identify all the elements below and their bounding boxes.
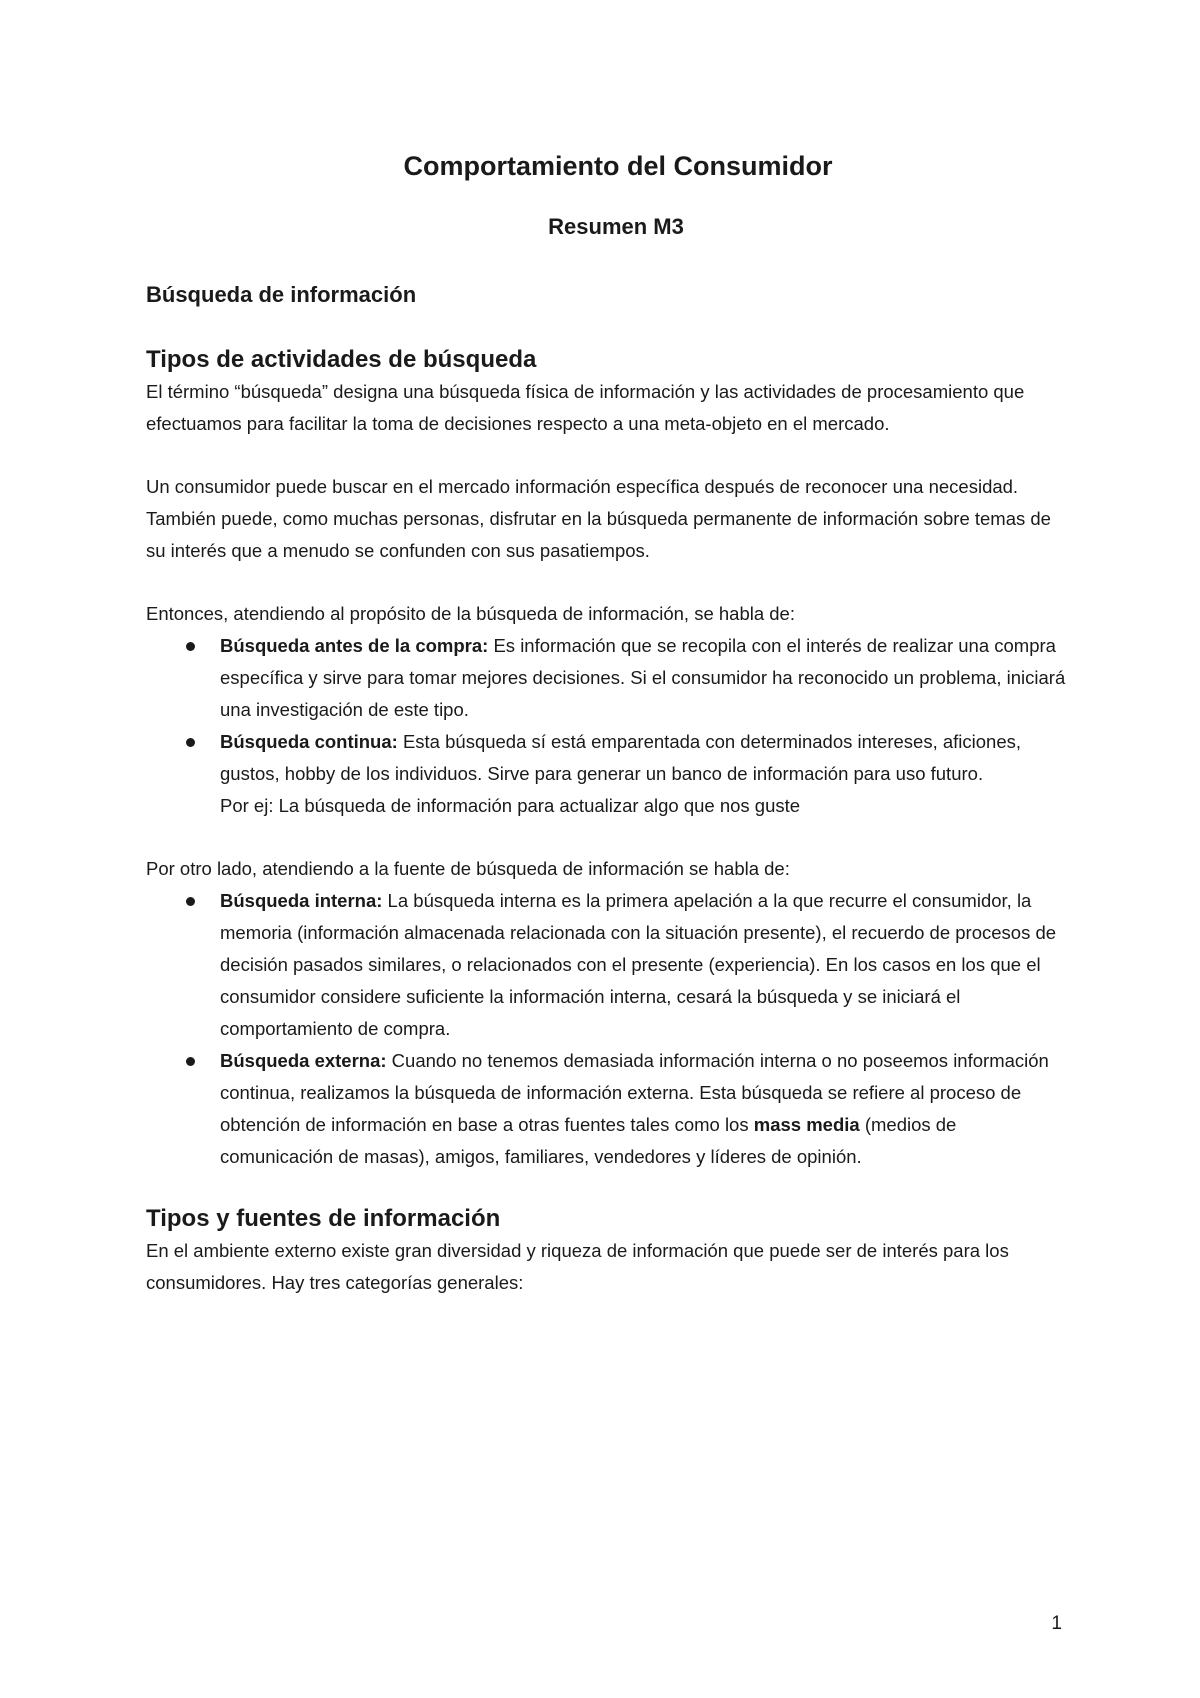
bullet-icon <box>186 642 195 651</box>
example-label: Por ej: <box>220 795 274 816</box>
document-subtitle: Resumen M3 <box>548 214 684 239</box>
intro-proposito: Entonces, atendiendo al propósito de la búsqueda de información, se habla de: <box>146 603 795 624</box>
term-label: Búsqueda interna: <box>220 890 383 911</box>
term-description-end: (medios de comunicación de masas), amigos, familiares, vendedores y líderes de opinión. <box>220 1114 957 1167</box>
page-number: 1 <box>1051 1613 1062 1634</box>
list-item-interna <box>146 885 1066 1045</box>
document-title: Comportamiento del Consumidor <box>403 151 833 181</box>
term-description: Cuando no tenemos demasiada información interna o no poseemos información continua, realizamos la búsqueda de información externa. Esta búsqueda se refiere al proceso de obtención de información en base a otras fuentes tales como los <box>220 1050 1049 1135</box>
example-line <box>220 790 1066 822</box>
term-label: Búsqueda antes de la compra: <box>220 635 489 656</box>
term-description: Esta búsqueda sí está emparentada con determinados intereses, aficiones, gustos, hobby de los individuos. Sirve para generar un banco de información para uso futuro. <box>220 731 1022 784</box>
heading-tipos-fuentes: Tipos y fuentes de información <box>146 1205 501 1232</box>
paragraph-consumidor: Un consumidor puede buscar en el mercado información específica después de reconocer una necesidad. También puede, como muchas personas, disfrutar en la búsqueda permanente de información sobre temas de su interés que a menudo se confunden con sus pasatiempos. <box>146 476 1051 561</box>
bullet-icon <box>186 1057 195 1066</box>
term-description: Es información que se recopila con el interés de realizar una compra específica y sirve para tomar mejores decisiones. Si el consumidor ha reconocido un problema, iniciará una investigación de este tipo. <box>220 635 1066 720</box>
bullet-icon <box>186 738 195 747</box>
list-item-externa <box>146 1045 1066 1173</box>
proposito-list <box>146 630 1066 822</box>
term-mass-media: mass media <box>753 1114 860 1135</box>
term-description: La búsqueda interna es la primera apelación a la que recurre el consumidor, la memoria (información almacenada relacionada con la situación presente), el recuerdo de procesos de decisión pasados similares, o relacionados con el presente (experiencia). En los casos en los que el consumidor considere suficiente la información interna, cesará la búsqueda y se iniciará el comportamiento de compra. <box>220 890 1057 1039</box>
fuente-list <box>146 885 1066 1173</box>
page-content <box>146 146 1066 1299</box>
list-item-continua <box>146 726 1066 822</box>
term-label: Búsqueda externa: <box>220 1050 387 1071</box>
paragraph-definicion: El término “búsqueda” designa una búsqueda física de información y las actividades de procesamiento que efectuamos para facilitar la toma de decisiones respecto a una meta-objeto en el mercado. <box>146 381 1025 434</box>
section-title: Búsqueda de información <box>146 282 417 307</box>
bullet-icon <box>186 897 195 906</box>
term-label: Búsqueda continua: <box>220 731 398 752</box>
heading-tipos-actividades: Tipos de actividades de búsqueda <box>146 346 537 373</box>
intro-fuente: Por otro lado, atendiendo a la fuente de búsqueda de información se habla de: <box>146 858 790 879</box>
list-item-antes-compra <box>146 630 1066 726</box>
paragraph-categorias: En el ambiente externo existe gran diversidad y riqueza de información que puede ser de interés para los consumidores. Hay tres categorías generales: <box>146 1240 1009 1293</box>
example-text: La búsqueda de información para actualizar algo que nos guste <box>273 795 801 816</box>
